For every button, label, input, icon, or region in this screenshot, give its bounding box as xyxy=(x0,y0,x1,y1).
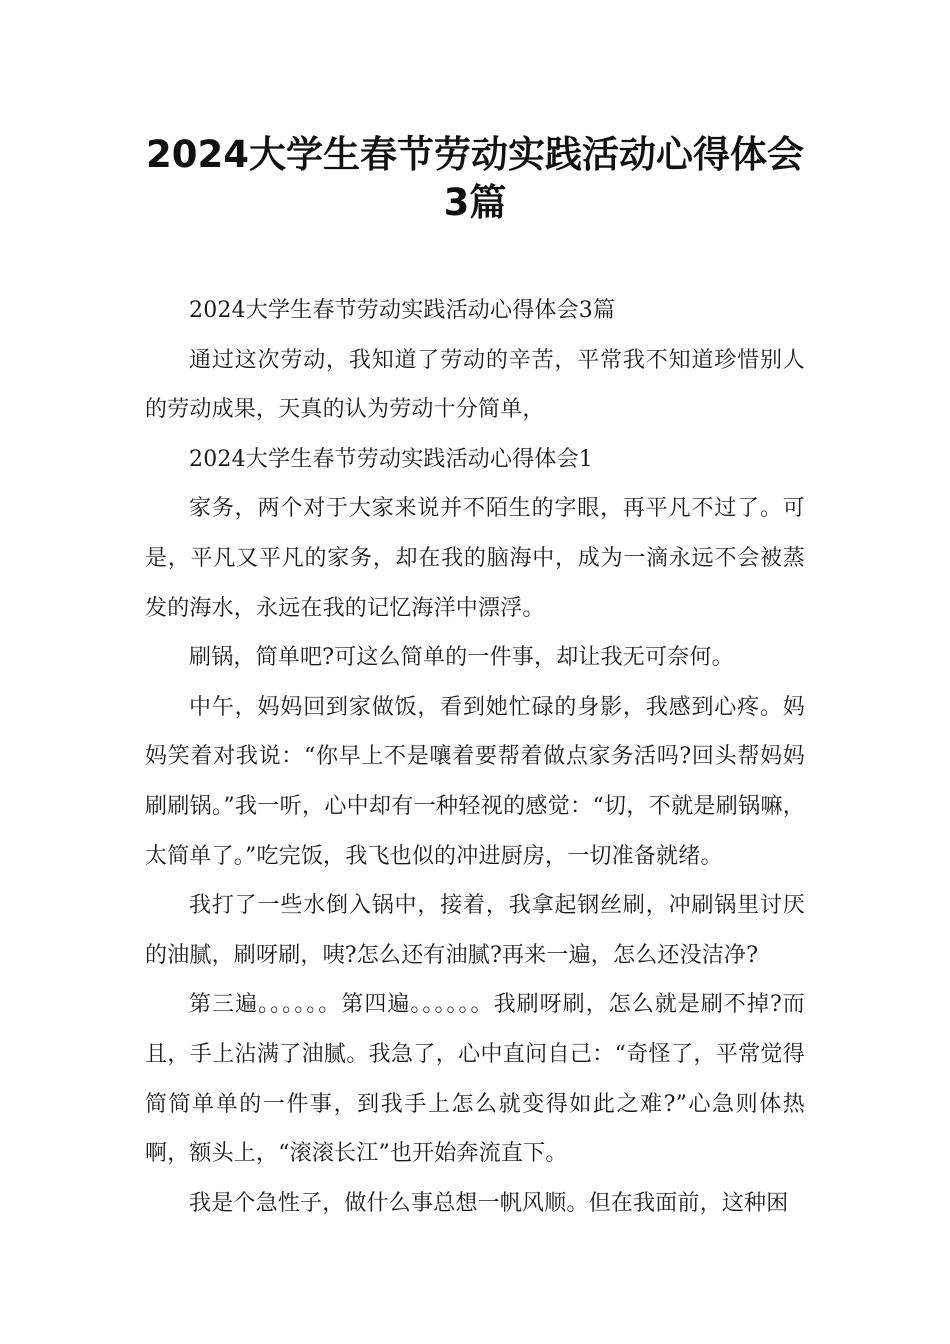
paragraph: 第三遍。。。。。。第四遍。。。。。。我刷呀刷，怎么就是刷不掉?而且，手上沾满了油腻。我急了，心中直问自己：“奇怪了，平常觉得简简单单的一件事，到我手上怎么就变得如此之难?”心急则体热啊，额头上，“滚滚长江”也开始奔流直下。 xyxy=(145,992,805,1167)
paragraph: 中午，妈妈回到家做饭，看到她忙碌的身影，我感到心疼。妈妈笑着对我说：“你早上不是嚷着要帮着做点家务活吗?回头帮妈妈刷刷锅。”我一听，心中却有一种轻视的感觉：“切，不就是刷锅嘛，太简单了。”吃完饭，我飞也似的冲进厨房，一切准备就绪。 xyxy=(145,694,805,869)
document-body xyxy=(145,286,805,1228)
document-title-line-1: 2024大学生春节劳动实践活动心得体会 xyxy=(146,133,804,176)
paragraph-intro: 通过这次劳动，我知道了劳动的辛苦，平常我不知道珍惜别人的劳动成果，天真的认为劳动十分简单， xyxy=(145,347,805,423)
paragraph: 我打了一些水倒入锅中，接着，我拿起钢丝刷，冲刷锅里讨厌的油腻，刷呀刷，咦?怎么还有油腻?再来一遍，怎么还没洁净? xyxy=(145,893,805,968)
paragraph: 家务，两个对于大家来说并不陌生的字眼，再平凡不过了。可是，平凡又平凡的家务，却在我的脑海中，成为一滴永远不会被蒸发的海水，永远在我的记忆海洋中漂浮。 xyxy=(145,496,805,621)
paragraph-subtitle: 2024大学生春节劳动实践活动心得体会3篇 xyxy=(189,298,616,323)
paragraph-section-heading: 2024大学生春节劳动实践活动心得体会1 xyxy=(189,446,593,472)
document-title-line-2: 3篇 xyxy=(443,181,507,224)
paragraph: 刷锅，简单吧?可这么简单的一件事，却让我无可奈何。 xyxy=(189,645,734,671)
paragraph: 我是个急性子，做什么事总想一帆风顺。但在我面前，这种困 xyxy=(189,1190,789,1216)
